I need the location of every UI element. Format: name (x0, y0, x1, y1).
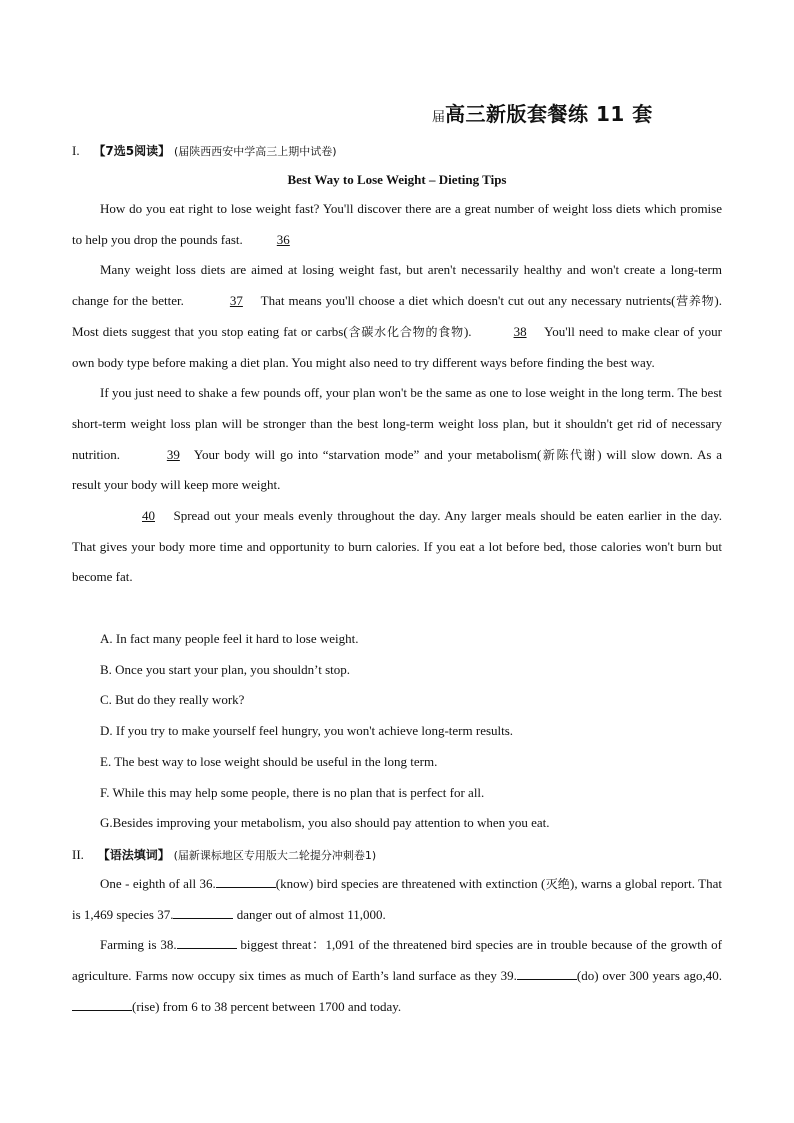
section-2-source: (届新课标地区专用版大二轮提分冲刺卷1) (173, 849, 377, 862)
title-main: 高三新版套餐练 11 套 (445, 102, 653, 126)
section-1-source: (届陕西西安中学高三上期中试卷) (173, 145, 337, 158)
option-c: C. But do they really work? (100, 692, 245, 708)
page-title (432, 98, 653, 127)
section-2-heading (72, 846, 376, 863)
fill-gap-36 (216, 876, 276, 888)
option-e: E. The best way to lose weight should be useful in the long term. (100, 753, 438, 769)
paragraph-3: If you just need to shake a few pounds off, your plan won't be the same as one to lose weight in the long term. The best short-term weight loss plan will be stronger than the best long-term weight loss plan, but it shouldn't get rid of necessary nutrition. 39 Your body will go into “starvation mode” and your metabolism(新陈代谢) will slow down. As a result your body will keep more weight. (72, 385, 723, 493)
grammar-passage (72, 869, 722, 1023)
grammar-paragraph-1: One - eighth of all 36. (know) bird species are threatened with extinction (灭绝), warns a global report. That is 1,469 species 37. danger out of almost 11,000. (72, 876, 722, 922)
section-1-tag: 【7选5阅读】 (93, 144, 171, 158)
answer-blank-40: 40 (142, 508, 155, 524)
passage-title: Best Way to Lose Weight – Dieting Tips (287, 172, 507, 187)
fill-gap-39 (517, 968, 577, 980)
section-2-number: II. (72, 847, 84, 862)
option-b: B. Once you start your plan, you shouldn’t stop. (100, 661, 350, 677)
answer-blank-36: 36 (276, 231, 290, 247)
section-1-heading (72, 142, 337, 159)
option-g: G.Besides improving your metabolism, you also should pay attention to when you eat. (100, 815, 550, 831)
fill-gap-40 (72, 999, 132, 1011)
answer-blank-38: 38 (513, 323, 527, 339)
grammar-paragraph-2: Farming is 38. biggest threat：1,091 of the threatened bird species are in trouble because of the growth of agriculture. Farms now occupy six times as much of Earth’s land surface as they 39. (do) over 300 years ago,40.(rise) from 6 to 38 percent between 1700 and today. (72, 937, 722, 1014)
answer-blank-39: 39 (166, 446, 180, 462)
section-1-number: I. (72, 143, 80, 158)
answer-blank-37: 37 (229, 293, 243, 309)
paragraph-2: Many weight loss diets are aimed at losing weight fast, but aren't necessarily healthy and won't create a long-term change for the better. 37 That means you'll choose a diet which doesn't cut out any necessary nutrients(营养物). Most diets suggest that you stop eating fat or carbs(含碳水化合物的食物). 38 You'll need to make clear of your own body type before making a diet plan. You might also need to try different ways before finding the best way. (72, 262, 722, 370)
paragraph-4: 40 Spread out your meals evenly throughout the day. Any larger meals should be eaten earlier in the day. That gives your body more time and opportunity to burn calories. If you eat a lot before bed, those calories won't burn but become fat. (72, 501, 722, 593)
option-d: D. If you try to make yourself feel hungry, you won't achieve long-term results. (100, 723, 514, 739)
passage-body (72, 194, 722, 593)
paragraph-1: How do you eat right to lose weight fast? You'll discover there are a great number of weight loss diets which promise to help you drop the pounds fast. 36 (72, 194, 722, 255)
option-f: F. While this may help some people, there is no plan that is perfect for all. (100, 784, 485, 800)
option-list (100, 624, 550, 839)
title-prefix: 届 (432, 110, 446, 125)
fill-gap-37 (173, 907, 233, 919)
option-a: A. In fact many people feel it hard to lose weight. (100, 631, 359, 646)
section-2-tag: 【语法填词】 (97, 848, 170, 862)
fill-gap-38 (177, 937, 237, 949)
